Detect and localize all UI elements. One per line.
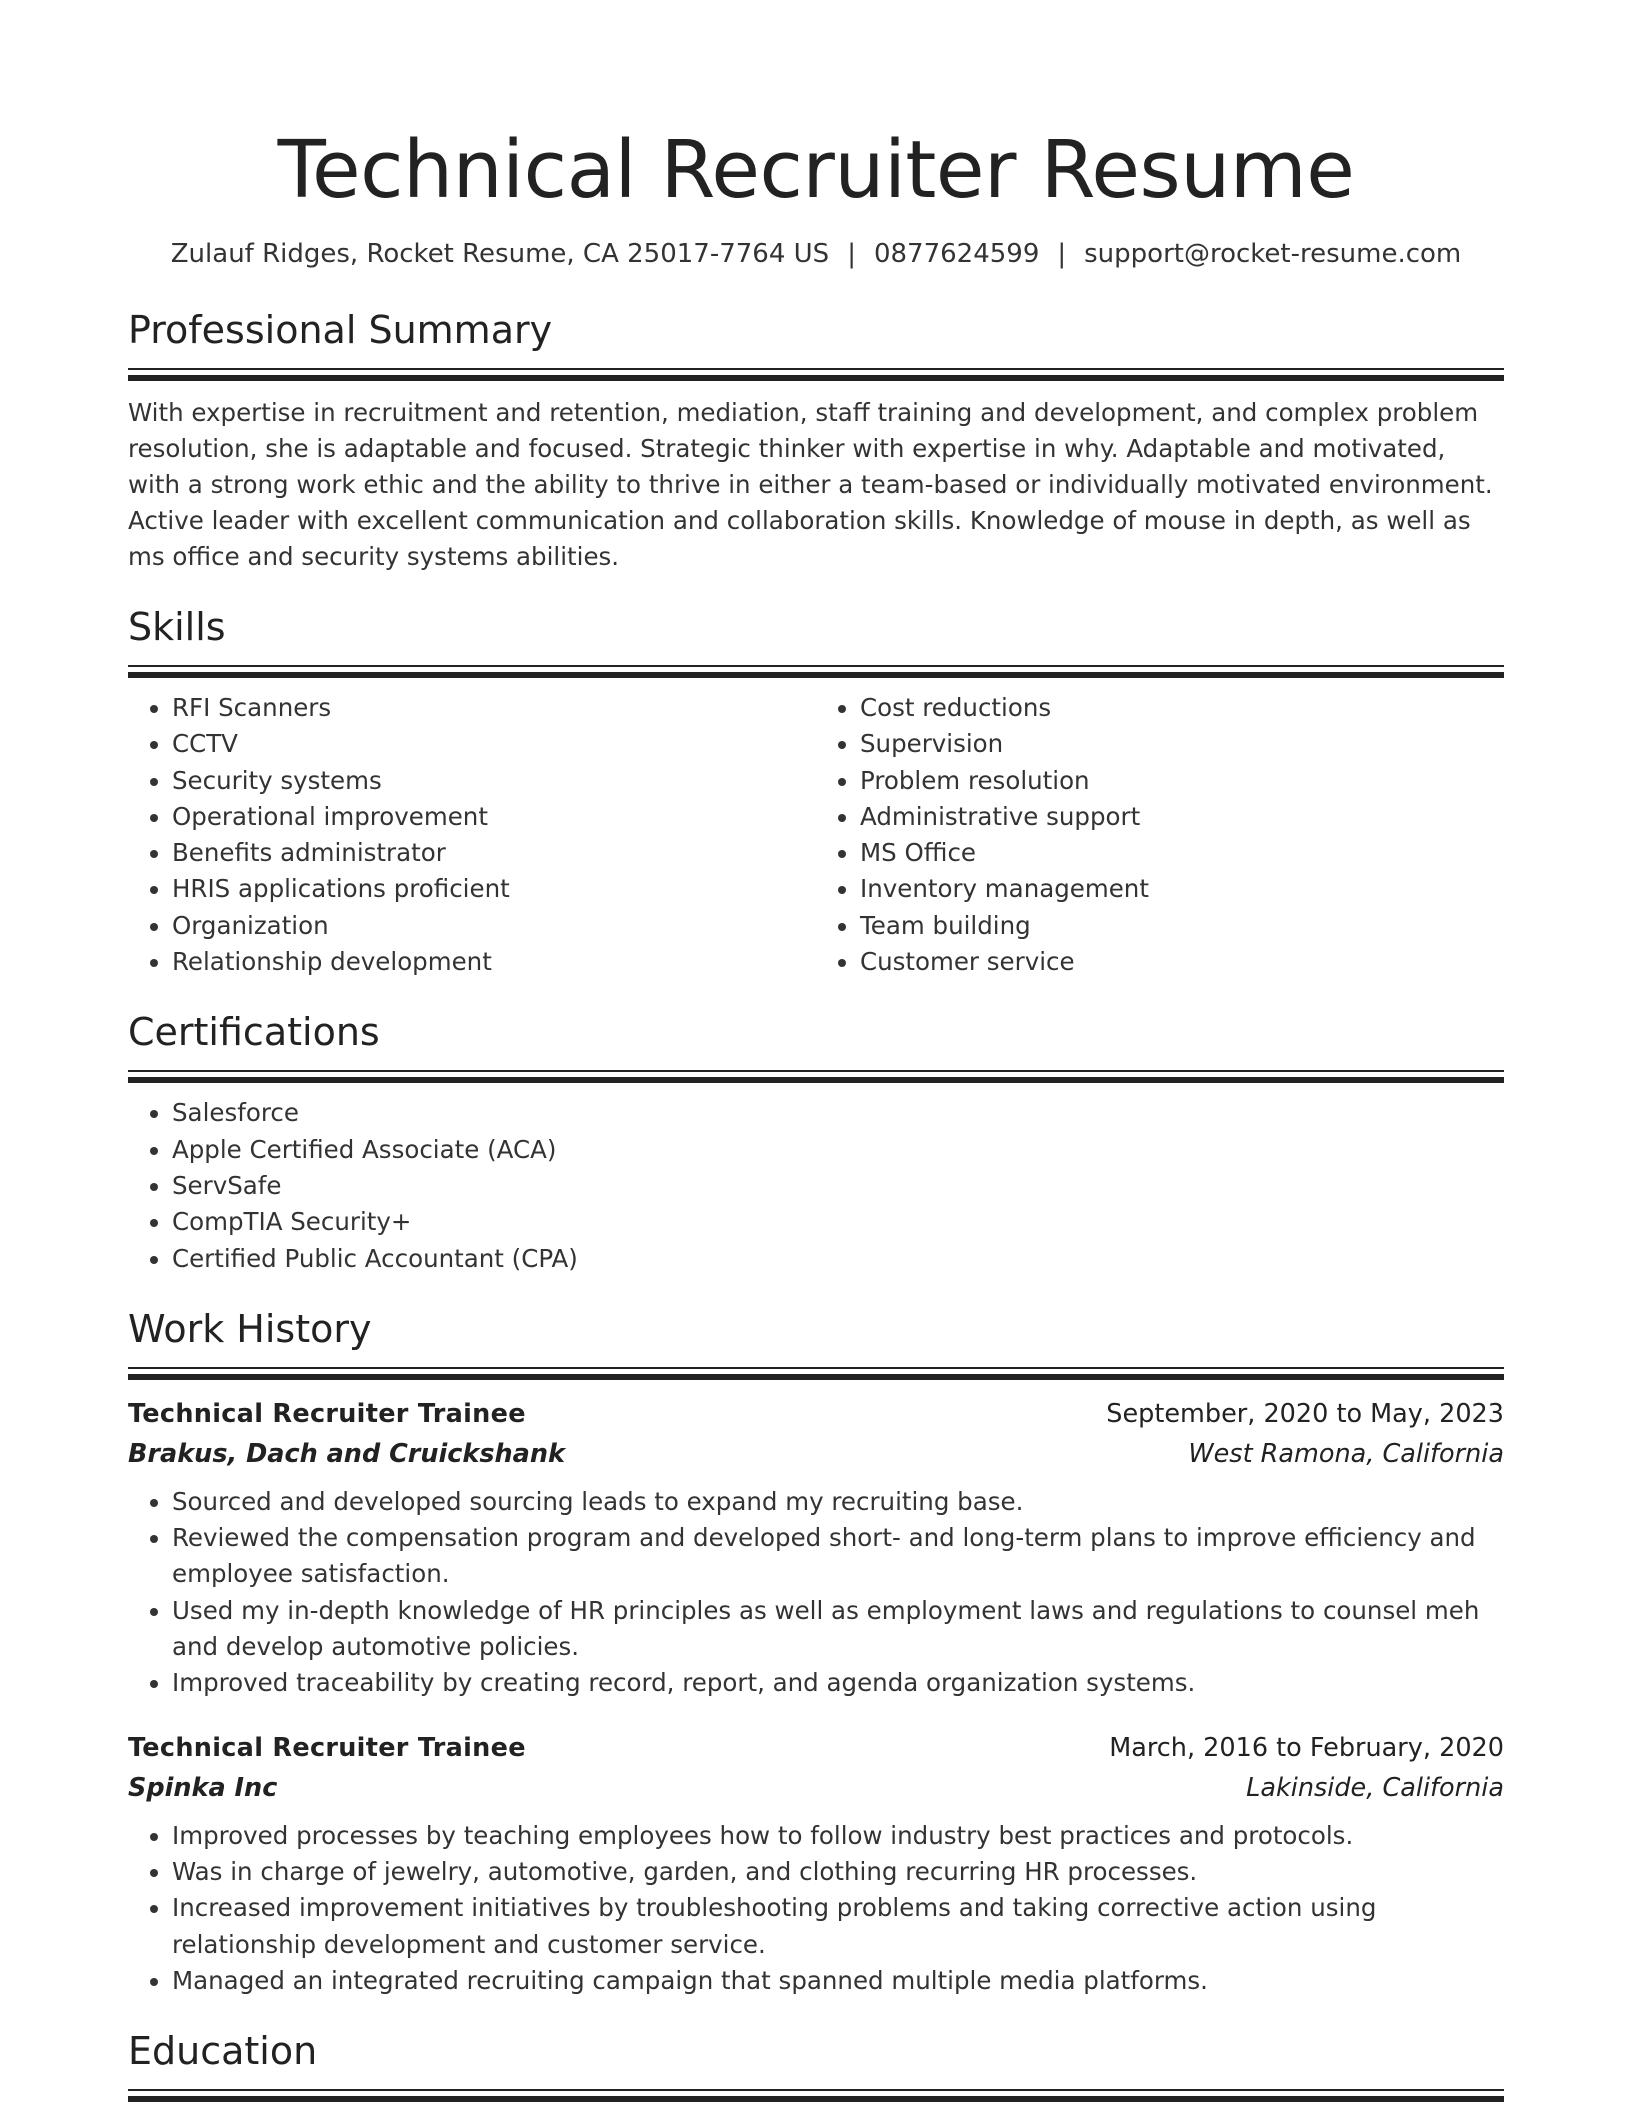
- section-divider: [128, 368, 1504, 381]
- list-item: • Problem resolution: [860, 763, 1504, 799]
- list-item: • Supervision: [860, 726, 1504, 762]
- section-divider: [128, 2089, 1504, 2102]
- summary-text: With expertise in recruitment and retention, mediation, staff training and development, and complex problem resolution, she is adaptable and focused. Strategic thinker with expertise in why. Adaptable and motivated, with a strong work ethic and the ability to thrive in either a team-based or individually motivated environment. Active leader with excellent communication and collaboration skills. Knowledge of mouse in depth, as well as ms office and security systems abilities.: [128, 398, 1493, 571]
- list-item: • Operational improvement: [172, 799, 816, 835]
- job-title: Technical Recruiter Trainee: [128, 1398, 526, 1429]
- list-item: • HRIS applications proficient: [172, 871, 816, 907]
- section-divider: [128, 665, 1504, 678]
- contact-address: Zulauf Ridges, Rocket Resume, CA 25017-7764 US: [170, 239, 830, 269]
- list-item: • Inventory management: [860, 871, 1504, 907]
- section-heading: Certifications: [128, 1010, 380, 1055]
- contact-separator: |: [847, 239, 856, 269]
- resume-page: [128, 0, 1504, 2102]
- contact-separator: |: [1057, 239, 1067, 269]
- section-heading: Professional Summary: [128, 308, 553, 352]
- skills-list-right: [816, 690, 1504, 980]
- list-item: • Improved traceability by creating record, report, and agenda organization systems.: [172, 1665, 1504, 1701]
- work-history-section: [128, 1303, 1504, 1999]
- summary-section: [128, 304, 1504, 575]
- list-item: • Relationship development: [172, 944, 816, 980]
- list-item: • Team building: [860, 908, 1504, 944]
- list-item: • Improved processes by teaching employees how to follow industry best practices and protocols.: [172, 1818, 1504, 1854]
- list-item: • Salesforce: [172, 1095, 1504, 1131]
- list-item: • Reviewed the compensation program and developed short- and long-term plans to improve efficiency and employee satisfaction.: [172, 1520, 1504, 1593]
- job-bullets: [128, 1484, 1504, 1702]
- job-location: Lakinside, California: [1246, 1772, 1504, 1803]
- list-item: • Customer service: [860, 944, 1504, 980]
- list-item: • RFI Scanners: [172, 690, 816, 726]
- list-item: • Managed an integrated recruiting campaign that spanned multiple media platforms.: [172, 1963, 1504, 1999]
- education-section: [128, 2025, 1504, 2102]
- contact-phone: 0877624599: [873, 239, 1040, 269]
- list-item: • Was in charge of jewelry, automotive, garden, and clothing recurring HR processes.: [172, 1854, 1504, 1890]
- section-divider: [128, 1070, 1504, 1083]
- list-item: • MS Office: [860, 835, 1504, 871]
- list-item: • Benefits administrator: [172, 835, 816, 871]
- job-entry: [128, 1728, 1504, 1999]
- skills-columns: [128, 690, 1504, 980]
- contact-line: [128, 236, 1504, 272]
- job-entry: [128, 1394, 1504, 1702]
- skills-section: [128, 601, 1504, 980]
- list-item: • Used my in-depth knowledge of HR principles as well as employment laws and regulations to counsel meh and develop automotive policies.: [172, 1593, 1504, 1666]
- list-item: • Cost reductions: [860, 690, 1504, 726]
- contact-email[interactable]: support@rocket-resume.com: [1084, 239, 1462, 269]
- page-title: Technical Recruiter Resume: [277, 124, 1355, 216]
- job-employer: Brakus, Dach and Cruickshank: [128, 1438, 565, 1469]
- job-subheader: [128, 1768, 1504, 1808]
- job-subheader: [128, 1434, 1504, 1474]
- job-location: West Ramona, California: [1188, 1438, 1504, 1469]
- list-item: • Increased improvement initiatives by troubleshooting problems and taking corrective action using relationship development and customer service.: [172, 1890, 1504, 1963]
- list-item: • Organization: [172, 908, 816, 944]
- section-heading: Skills: [128, 605, 226, 649]
- list-item: • Apple Certified Associate (ACA): [172, 1132, 1504, 1168]
- job-header: [128, 1728, 1504, 1768]
- list-item: • CCTV: [172, 726, 816, 762]
- section-heading: Education: [128, 2029, 318, 2074]
- job-bullets: [128, 1818, 1504, 1999]
- skills-list-left: [128, 690, 816, 980]
- list-item: • Security systems: [172, 763, 816, 799]
- list-item: • Administrative support: [860, 799, 1504, 835]
- certifications-list: [128, 1095, 1504, 1276]
- job-dates: September, 2020 to May, 2023: [1106, 1398, 1504, 1429]
- job-dates: March, 2016 to February, 2020: [1109, 1732, 1504, 1763]
- list-item: • CompTIA Security+: [172, 1204, 1504, 1240]
- section-divider: [128, 1367, 1504, 1380]
- job-employer: Spinka Inc: [128, 1772, 278, 1803]
- section-heading: Work History: [128, 1306, 372, 1351]
- certifications-section: [128, 1006, 1504, 1276]
- job-header: [128, 1394, 1504, 1434]
- list-item: • ServSafe: [172, 1168, 1504, 1204]
- job-title: Technical Recruiter Trainee: [128, 1732, 526, 1763]
- list-item: • Certified Public Accountant (CPA): [172, 1241, 1504, 1277]
- list-item: • Sourced and developed sourcing leads to expand my recruiting base.: [172, 1484, 1504, 1520]
